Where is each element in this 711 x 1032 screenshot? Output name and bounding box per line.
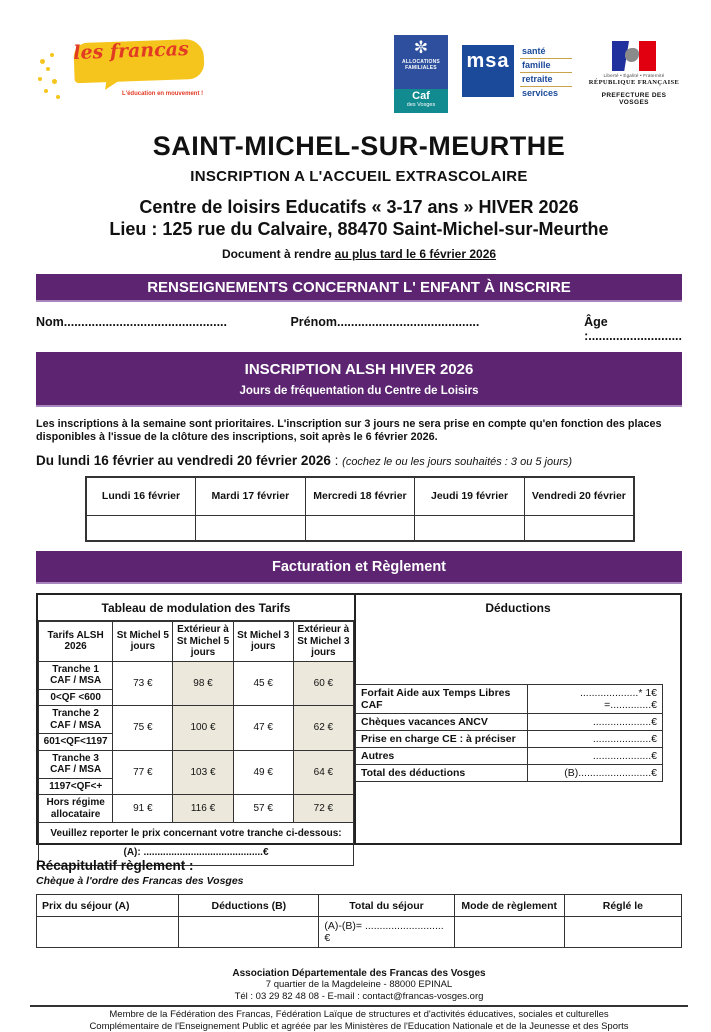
deduction-value: ....................€ <box>527 731 662 748</box>
deduction-label: Forfait Aide aux Temps Libres CAF <box>356 685 528 714</box>
day-header: Lundi 16 février <box>86 477 196 515</box>
child-fields-row <box>36 315 682 343</box>
day-header: Mardi 17 février <box>196 477 306 515</box>
tarif-cell: 49 € <box>233 750 293 795</box>
week-dates: Du lundi 16 février au vendredi 20 février 2026 <box>36 453 331 468</box>
deduction-value: ....................€ <box>527 714 662 731</box>
facturation-table <box>36 593 682 845</box>
rf-name: RÉPUBLIQUE FRANÇAISE <box>586 79 682 86</box>
tranche2-qf: 601<QF<1197 <box>39 734 113 751</box>
tarif-cell: 62 € <box>293 706 353 751</box>
tarifs-col-header: Extérieur à St Michel 3 jours <box>293 622 353 662</box>
tranche1-label: Tranche 1 CAF / MSA <box>39 661 113 689</box>
recap-col-header: Déductions (B) <box>179 895 319 917</box>
francas-dot-icon <box>44 89 48 93</box>
tarifs-corner-cell: Tarifs ALSH 2026 <box>39 622 113 662</box>
francas-dot-icon <box>46 67 50 71</box>
tarif-cell: 77 € <box>113 750 173 795</box>
tarif-cell: 116 € <box>173 795 233 823</box>
les-francas-logo <box>36 33 226 113</box>
msa-word-famille: famille <box>520 59 572 73</box>
tarif-cell: 98 € <box>173 661 233 706</box>
francas-logo-text: les francas <box>36 37 227 66</box>
deduction-value: ....................€ <box>527 748 662 765</box>
caf-logo-bottom <box>394 89 448 113</box>
tarifs-panel-title: Tableau de modulation des Tarifs <box>38 595 354 621</box>
title-lieu-line: Lieu : 125 rue du Calvaire, 88470 Saint-Michel-sur-Meurthe <box>36 219 682 240</box>
tranche3-qf: 1197<QF<+ <box>39 778 113 795</box>
caf-org-line1: ALLOCATIONS <box>394 59 448 65</box>
msa-logo <box>462 45 572 100</box>
day-header: Jeudi 19 février <box>415 477 525 515</box>
recap-title: Récapitulatif règlement : <box>36 858 682 873</box>
footer-association: Association Départementale des Francas des Vosges <box>36 968 682 979</box>
tarifs-report-instruction: Veuillez reporter le prix concernant votre tranche ci-dessous: <box>41 828 351 840</box>
deduction-label: Autres <box>356 748 528 765</box>
recap-header-row <box>37 895 682 917</box>
day-header: Vendredi 20 février <box>524 477 634 515</box>
caf-logo-top <box>394 35 448 89</box>
recap-col-header: Total du séjour <box>319 895 454 917</box>
footer-contact: Tél : 03 29 82 48 08 - E-mail : contact@francas-vosges.org <box>36 991 682 1003</box>
days-table <box>85 476 635 542</box>
french-flag-icon <box>612 41 656 71</box>
msa-words <box>520 45 572 100</box>
nom-field: Nom............................................... <box>36 315 290 343</box>
francas-dot-icon <box>56 95 60 99</box>
page-title: SAINT-MICHEL-SUR-MEURTHE <box>36 131 682 162</box>
tarifs-a-field: (A): ...........................................€ <box>41 847 351 862</box>
day-checkbox-cell <box>86 515 196 541</box>
francas-dot-icon <box>38 77 42 81</box>
title-block <box>36 131 682 261</box>
week-line <box>36 453 682 468</box>
tarif-cell: 75 € <box>113 706 173 751</box>
msa-word-services: services <box>520 87 572 100</box>
tarif-cell: 47 € <box>233 706 293 751</box>
msa-mark-icon: msa <box>462 45 514 97</box>
deadline-prefix: Document à rendre <box>222 247 335 261</box>
tarif-cell: 72 € <box>293 795 353 823</box>
caf-name: Caf <box>394 90 448 102</box>
recap-subtitle: Chèque à l'ordre des Francas des Vosges <box>36 875 682 887</box>
recap-cell-prix <box>37 917 179 948</box>
caf-org-line2: FAMILIALES <box>394 65 448 71</box>
tarif-cell: 64 € <box>293 750 353 795</box>
recap-value-row <box>37 917 682 948</box>
priority-paragraph: Les inscriptions à la semaine sont prioritaires. L'inscription sur 3 jours ne sera prise en compte qu'en fonction des places disponibles à l'issue de la clôture des inscriptions, soit après le 6 février 2026. <box>36 418 682 444</box>
tranche3-row <box>39 750 354 778</box>
partner-logos <box>394 35 682 113</box>
header-logo-row <box>36 33 682 115</box>
deductions-panel <box>356 595 680 843</box>
marianne-icon <box>625 48 639 62</box>
hors-regime-label: Hors régime allocataire <box>39 795 113 823</box>
msa-word-sante: santé <box>520 45 572 59</box>
tarif-cell: 100 € <box>173 706 233 751</box>
day-checkbox-cell <box>524 515 634 541</box>
deduction-label: Prise en charge CE : à préciser <box>356 731 528 748</box>
caf-sub: des Vosges <box>394 102 448 109</box>
msa-word-retraite: retraite <box>520 73 572 87</box>
section-inscription-banner <box>36 352 682 407</box>
tarifs-header-row <box>39 622 354 662</box>
tarif-cell: 73 € <box>113 661 173 706</box>
page-subtitle: INSCRIPTION A L'ACCUEIL EXTRASCOLAIRE <box>36 168 682 185</box>
tarifs-col-header: St Michel 5 jours <box>113 622 173 662</box>
tarif-cell: 91 € <box>113 795 173 823</box>
days-checkbox-row <box>86 515 634 541</box>
tranche1-row <box>39 661 354 689</box>
deadline-line <box>36 247 682 261</box>
week-separator: : <box>331 453 342 468</box>
caf-logo <box>394 35 448 113</box>
footer-membership: Membre de la Fédération des Francas, Fédération Laïque de structures et d'activités éducatives, sociales et culturelles <box>36 1009 682 1021</box>
recap-cell-total: (A)-(B)= ...........................€ <box>319 917 454 948</box>
francas-speech-bubble-tail-icon <box>105 76 123 92</box>
francas-tagline: L'éducation en mouvement ! <box>122 91 203 97</box>
hors-regime-row <box>39 795 354 823</box>
tarif-cell: 103 € <box>173 750 233 795</box>
title-centre-line: Centre de loisirs Educatifs « 3-17 ans » HIVER 2026 <box>36 197 682 218</box>
footer <box>36 968 682 1032</box>
day-checkbox-cell <box>415 515 525 541</box>
tarif-cell: 60 € <box>293 661 353 706</box>
deductions-panel-title: Déductions <box>356 595 680 620</box>
deduction-total-row <box>356 765 663 782</box>
days-header-row <box>86 477 634 515</box>
deadline-date: au plus tard le 6 février 2026 <box>335 247 496 261</box>
deduction-value: ....................* 1€ =..............€ <box>527 685 662 714</box>
recap-table <box>36 894 682 948</box>
tranche3-label: Tranche 3 CAF / MSA <box>39 750 113 778</box>
recap-cell-regle <box>564 917 681 948</box>
age-field: Âge :........................... <box>584 315 682 343</box>
rf-motto: Liberté • Égalité • Fraternité <box>586 73 682 78</box>
deduction-total-label: Total des déductions <box>356 765 528 782</box>
inscription-banner-title: INSCRIPTION ALSH HIVER 2026 <box>36 361 682 378</box>
inscription-banner-subtitle: Jours de fréquentation du Centre de Loisirs <box>36 385 682 397</box>
week-instruction: (cochez le ou les jours souhaités : 3 ou 5 jours) <box>342 456 572 468</box>
footer-divider <box>30 1005 688 1007</box>
recap-cell-deductions <box>179 917 319 948</box>
tarifs-col-header: St Michel 3 jours <box>233 622 293 662</box>
deduction-row <box>356 685 663 714</box>
tarifs-panel <box>38 595 356 843</box>
section-facturation-banner: Facturation et Règlement <box>36 551 682 584</box>
day-checkbox-cell <box>305 515 415 541</box>
deductions-body <box>356 620 680 843</box>
caf-family-icon: ✼ <box>394 39 448 56</box>
day-header: Mercredi 18 février <box>305 477 415 515</box>
deduction-row <box>356 731 663 748</box>
footer-address: 7 quartier de la Magdeleine - 88000 EPINAL <box>36 979 682 991</box>
recap-col-header: Mode de règlement <box>454 895 564 917</box>
footer-agreement: Complémentaire de l'Enseignement Public et agréée par les Ministères de l'Education Nationale et de la Jeunesse et des Sports <box>36 1021 682 1032</box>
tarifs-col-header: Extérieur à St Michel 5 jours <box>173 622 233 662</box>
tarif-cell: 45 € <box>233 661 293 706</box>
republique-francaise-logo <box>586 41 682 106</box>
tarifs-grid <box>38 621 354 866</box>
prenom-field: Prénom......................................... <box>290 315 584 343</box>
day-checkbox-cell <box>196 515 306 541</box>
recap-col-header: Prix du séjour (A) <box>37 895 179 917</box>
deduction-label: Chèques vacances ANCV <box>356 714 528 731</box>
tranche2-row <box>39 706 354 734</box>
recap-cell-mode <box>454 917 564 948</box>
section-renseignements-banner: RENSEIGNEMENTS CONCERNANT L' ENFANT À INSCRIRE <box>36 274 682 302</box>
tarif-cell: 57 € <box>233 795 293 823</box>
deduction-row <box>356 748 663 765</box>
prefecture-label: PREFECTURE DES VOSGES <box>586 92 682 106</box>
deduction-row <box>356 714 663 731</box>
francas-dot-icon <box>52 79 57 84</box>
deduction-total-value: (B).........................€ <box>527 765 662 782</box>
deductions-table <box>355 684 663 782</box>
tranche1-qf: 0<QF <600 <box>39 689 113 706</box>
tranche2-label: Tranche 2 CAF / MSA <box>39 706 113 734</box>
recap-col-header: Réglé le <box>564 895 681 917</box>
